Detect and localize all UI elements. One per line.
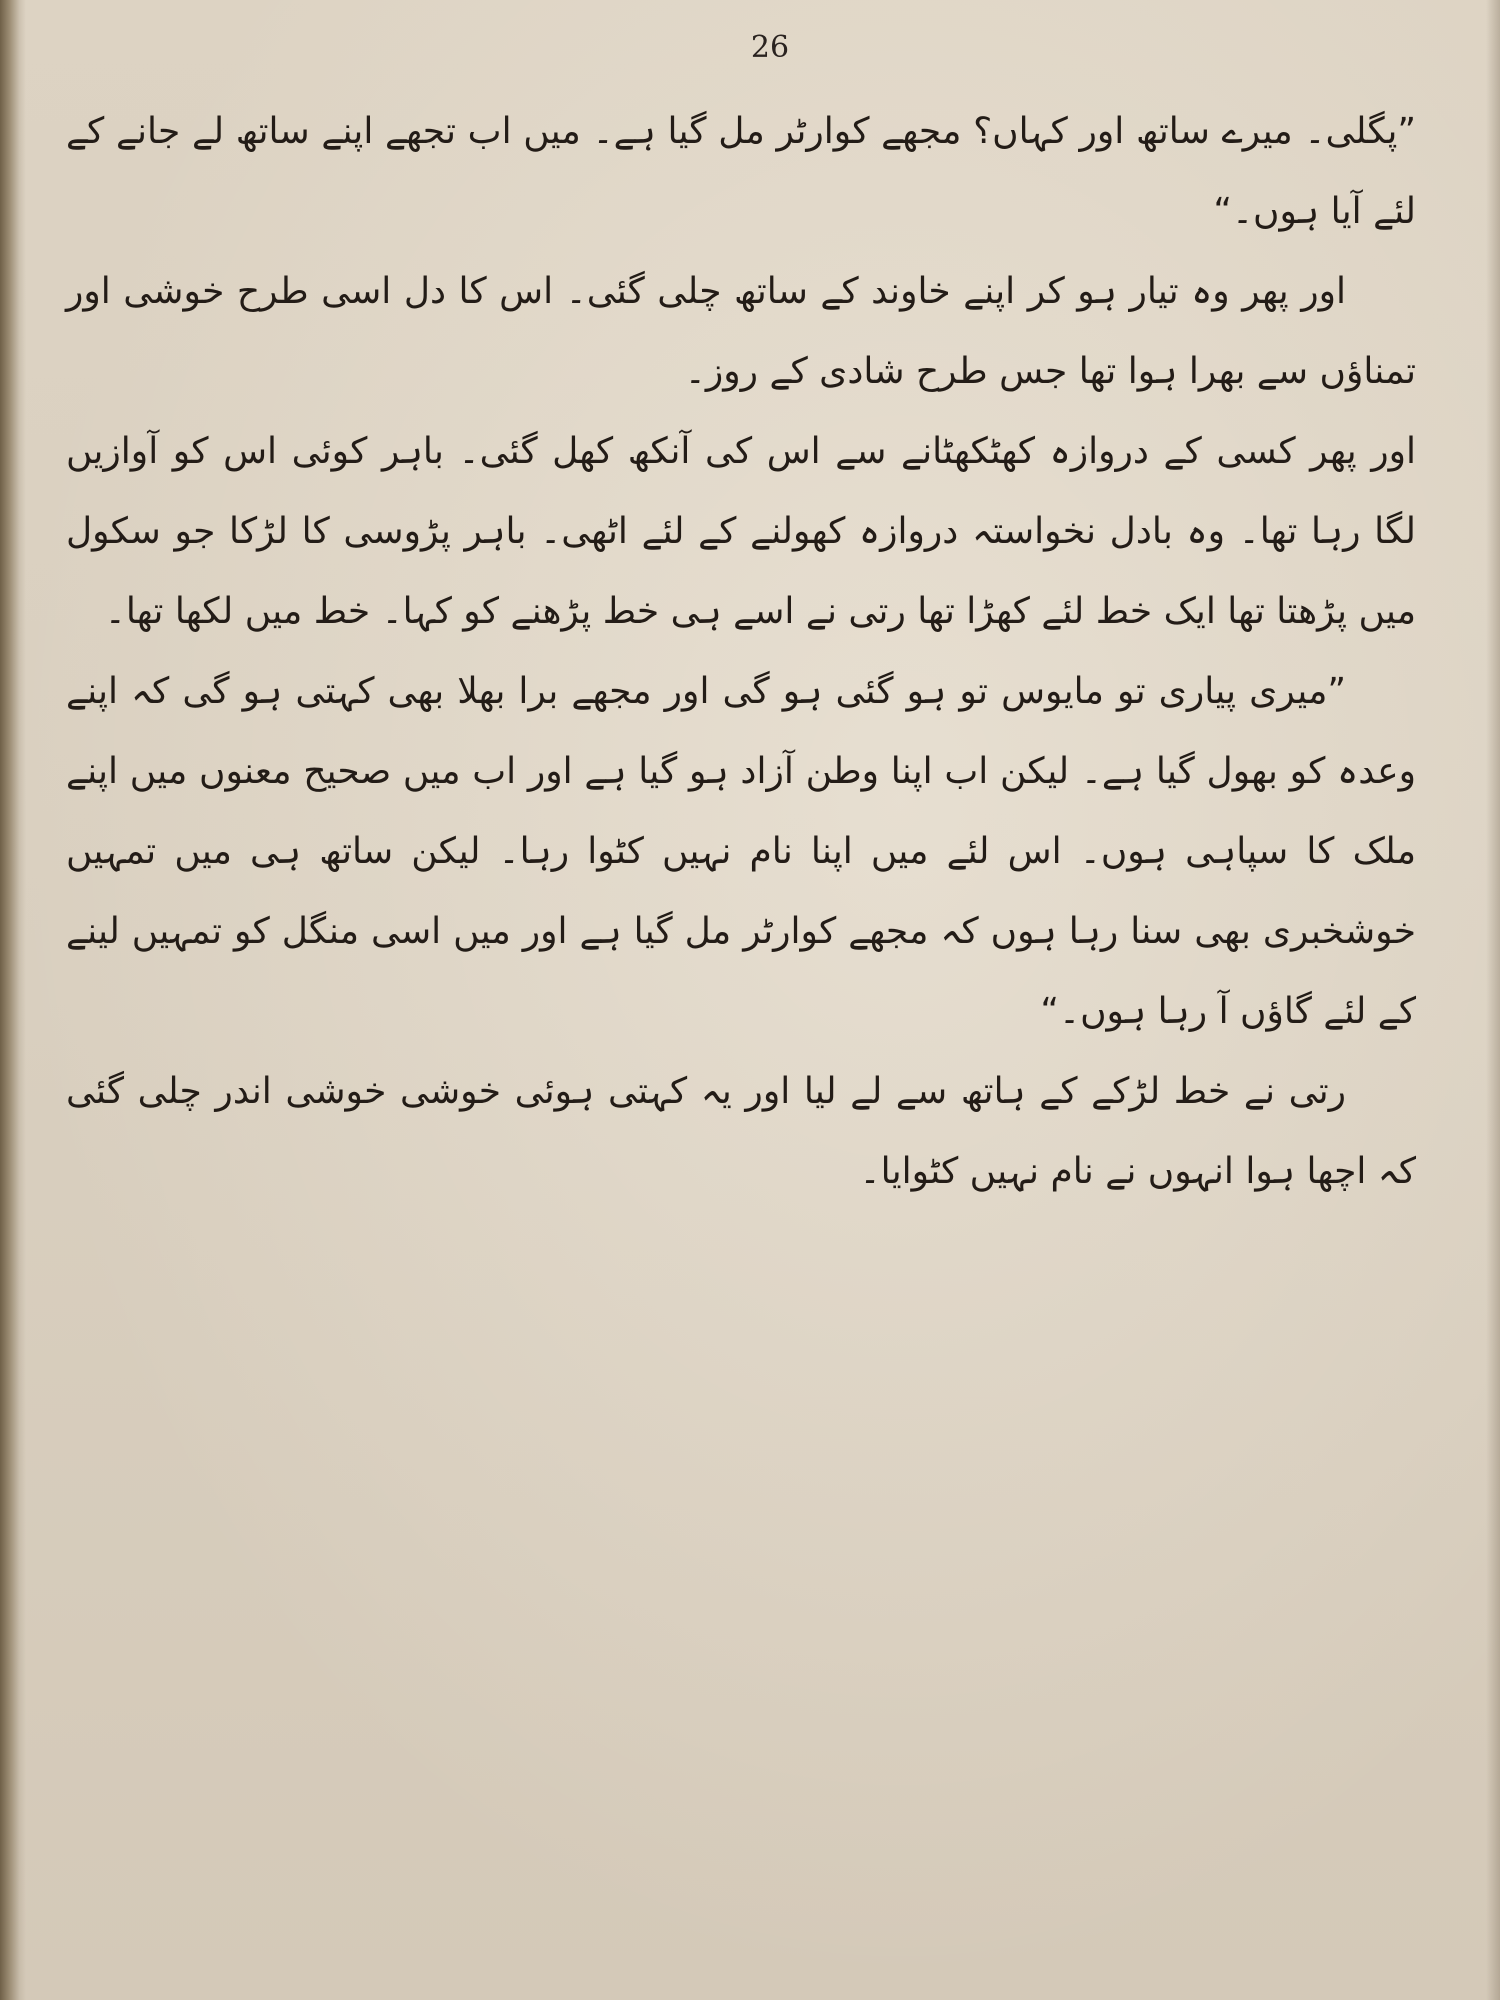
paragraph-dialogue-quarter: ”پگلی۔ میرے ساتھ اور کہاں؟ مجھے کوارٹر مل گیا ہے۔ میں اب تجھے اپنے ساتھ لے جانے کے لئے آیا ہوں۔“ — [66, 111, 1416, 232]
page-number: 26 — [750, 30, 790, 65]
body-text — [66, 92, 1416, 1212]
paragraph-letter-content: ”میری پیاری تو مایوس تو ہو گئی ہو گی اور مجھے برا بھلا بھی کہتی ہو گی کہ اپنے وعدہ کو بھول گیا ہے۔ لیکن اب اپنا وطن آزاد ہو گیا ہے اور اب میں صحیح معنوں میں اپنے ملک کا سپاہی ہوں۔ اس لئے میں اپنا نام نہیں کٹوا رہا۔ لیکن ساتھ ہی میں تمہیں خوشخبری بھی سنا رہا ہوں کہ مجھے کوارٹر مل گیا ہے اور میں اسی منگل کو تمہیں لینے کے لئے گاؤں آ رہا ہوں۔“ — [66, 671, 1416, 1032]
paragraph-door-knock: اور پھر کسی کے دروازہ کھٹکھٹانے سے اس کی آنکھ کھل گئی۔ باہر کوئی اس کو آوازیں لگا رہا تھا۔ وہ بادل نخواستہ دروازہ کھولنے کے لئے اٹھی۔ باہر پڑوسی کا لڑکا جو سکول میں پڑھتا تھا ایک خط لئے کھڑا تھا رتی نے اسے ہی خط پڑھنے کو کہا۔ خط میں لکھا تھا۔ — [66, 431, 1416, 632]
paragraph-leaves-with-husband: اور پھر وہ تیار ہو کر اپنے خاوند کے ساتھ چلی گئی۔ اس کا دل اسی طرح خوشی اور تمناؤں سے بھرا ہوا تھا جس طرح شادی کے روز۔ — [66, 271, 1416, 392]
paragraph-ending: رتی نے خط لڑکے کے ہاتھ سے لے لیا اور یہ کہتی ہوئی خوشی خوشی اندر چلی گئی کہ اچھا ہوا انہوں نے نام نہیں کٹوایا۔ — [66, 1071, 1416, 1192]
page-edge-shadow — [1486, 0, 1500, 2000]
book-binding-shadow — [0, 0, 26, 2000]
